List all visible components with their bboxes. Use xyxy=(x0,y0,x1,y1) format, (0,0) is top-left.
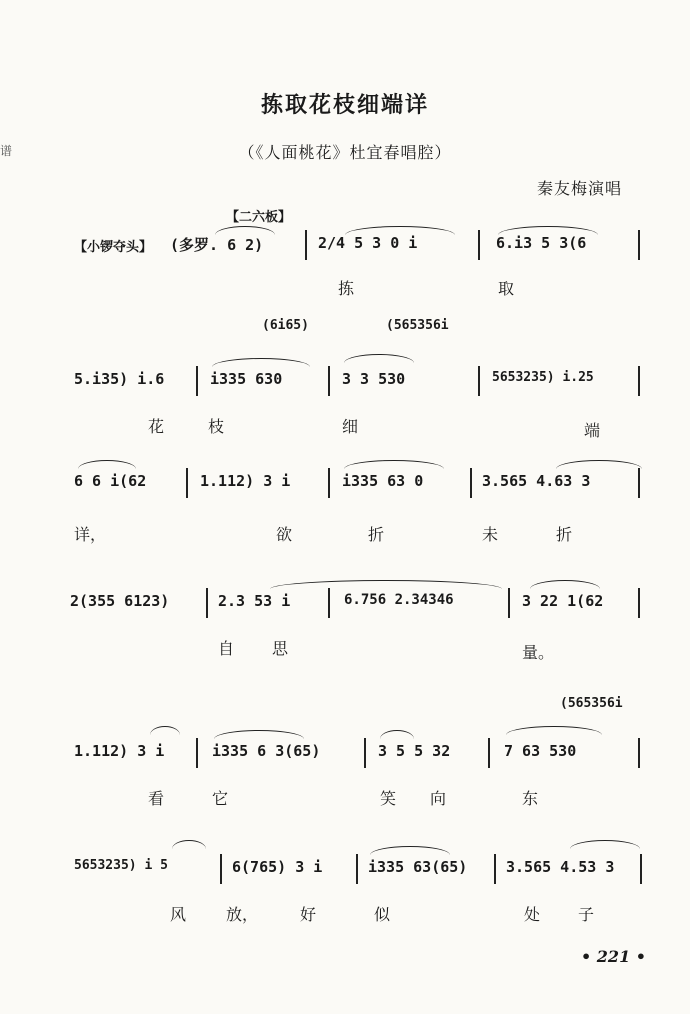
lyric: 自 xyxy=(218,639,235,658)
barline xyxy=(638,738,640,768)
grace-note-group: (6i65) xyxy=(262,318,309,333)
note-segment: 3 5 5 32 xyxy=(378,742,451,760)
note-segment: 6 6 i(62 xyxy=(74,472,147,490)
note-segment: 5653235) i 5 xyxy=(74,858,168,873)
lyric: 量。 xyxy=(522,643,555,662)
note-segment: 5653235) i.25 xyxy=(492,370,594,385)
note-segment: 2/4 5 3 0 i xyxy=(318,234,418,252)
barline xyxy=(305,230,307,260)
page-number: • 221 • xyxy=(581,947,646,966)
lyric: 风 xyxy=(170,905,187,924)
note-segment: 2(355 6123) xyxy=(70,592,170,610)
slur xyxy=(506,726,602,735)
lyric: 取 xyxy=(498,279,515,298)
note-segment: 6.756 2.34346 xyxy=(344,592,454,608)
barline xyxy=(494,854,496,884)
note-segment: 6(765) 3 i xyxy=(232,858,323,876)
barline xyxy=(638,468,640,498)
barline xyxy=(206,588,208,618)
lyric: 端 xyxy=(584,421,601,440)
barline xyxy=(328,468,330,498)
barline xyxy=(196,366,198,396)
lyric: 折 xyxy=(556,525,573,544)
slur xyxy=(214,730,304,739)
barline xyxy=(356,854,358,884)
note-segment: 1.112) 3 i xyxy=(200,472,291,490)
lyric: 折 xyxy=(368,525,385,544)
note-segment: 3 3 530 xyxy=(342,370,406,388)
slur xyxy=(556,460,642,469)
note-segment: 3.565 4.53 3 xyxy=(506,858,615,876)
note-segment: i335 63 0 xyxy=(342,472,424,490)
note-segment: (多罗. 6 2) xyxy=(170,236,264,254)
slur xyxy=(380,730,414,739)
grace-note-group: (565356i xyxy=(386,318,449,333)
lyric: 详， xyxy=(74,525,107,544)
slur xyxy=(150,726,180,735)
lyric: 向 xyxy=(430,789,447,808)
slur xyxy=(270,580,502,589)
barline xyxy=(508,588,510,618)
slur xyxy=(212,358,310,367)
note-segment: 5.i35) i.6 xyxy=(74,370,165,388)
lyric: 未 xyxy=(482,525,499,544)
lyric: 花 xyxy=(148,417,165,436)
page-subtitle: （《人面桃花》杜宜春唱腔） xyxy=(238,143,452,162)
barline xyxy=(328,588,330,618)
barline xyxy=(638,366,640,396)
barline xyxy=(640,854,642,884)
note-segment: 3 22 1(62 xyxy=(522,592,604,610)
performer-credit: 秦友梅演唱 xyxy=(536,179,622,198)
note-segment: i335 6 3(65) xyxy=(212,742,321,760)
lyric: 看 xyxy=(148,789,165,808)
note-segment: 3.565 4.63 3 xyxy=(482,472,591,490)
slur xyxy=(370,846,450,855)
slur xyxy=(570,840,640,849)
barline xyxy=(186,468,188,498)
barline xyxy=(478,230,480,260)
barline xyxy=(328,366,330,396)
lyric: 它 xyxy=(212,789,229,808)
slur xyxy=(530,580,600,589)
lyric: 好 xyxy=(300,905,317,924)
slur xyxy=(344,354,414,363)
barline xyxy=(196,738,198,768)
slur xyxy=(172,840,206,849)
lyric: 细 xyxy=(342,417,359,436)
lyric: 放， xyxy=(226,905,259,924)
barline xyxy=(220,854,222,884)
barline xyxy=(488,738,490,768)
barline xyxy=(478,366,480,396)
slur xyxy=(344,460,444,469)
lyric: 枝 xyxy=(208,417,225,436)
barline xyxy=(638,230,640,260)
lyric: 思 xyxy=(272,639,289,658)
lyric: 处 xyxy=(524,905,541,924)
note-segment: 1.112) 3 i xyxy=(74,742,165,760)
lyric: 笑 xyxy=(380,789,397,808)
note-segment: i335 63(65) xyxy=(368,858,468,876)
lyric: 欲 xyxy=(276,525,293,544)
intro-marker: 【小锣夺头】 xyxy=(74,240,153,255)
lyric: 东 xyxy=(522,789,539,808)
page-title: 拣取花枝细端详 xyxy=(260,93,429,118)
note-segment: 2.3 53 i xyxy=(218,592,291,610)
barline xyxy=(470,468,472,498)
note-segment: 7 63 530 xyxy=(504,742,577,760)
tempo-marker: 【二六板】 xyxy=(226,210,292,225)
grace-note-group: (565356i xyxy=(560,696,623,711)
note-segment: i335 630 xyxy=(210,370,283,388)
edge-mark: 谱 xyxy=(0,144,13,158)
slur xyxy=(78,460,136,469)
lyric: 似 xyxy=(374,905,391,924)
note-segment: 6.i3 5 3(6 xyxy=(496,234,587,252)
lyric: 子 xyxy=(578,905,595,924)
barline xyxy=(638,588,640,618)
lyric: 拣 xyxy=(338,279,355,298)
barline xyxy=(364,738,366,768)
